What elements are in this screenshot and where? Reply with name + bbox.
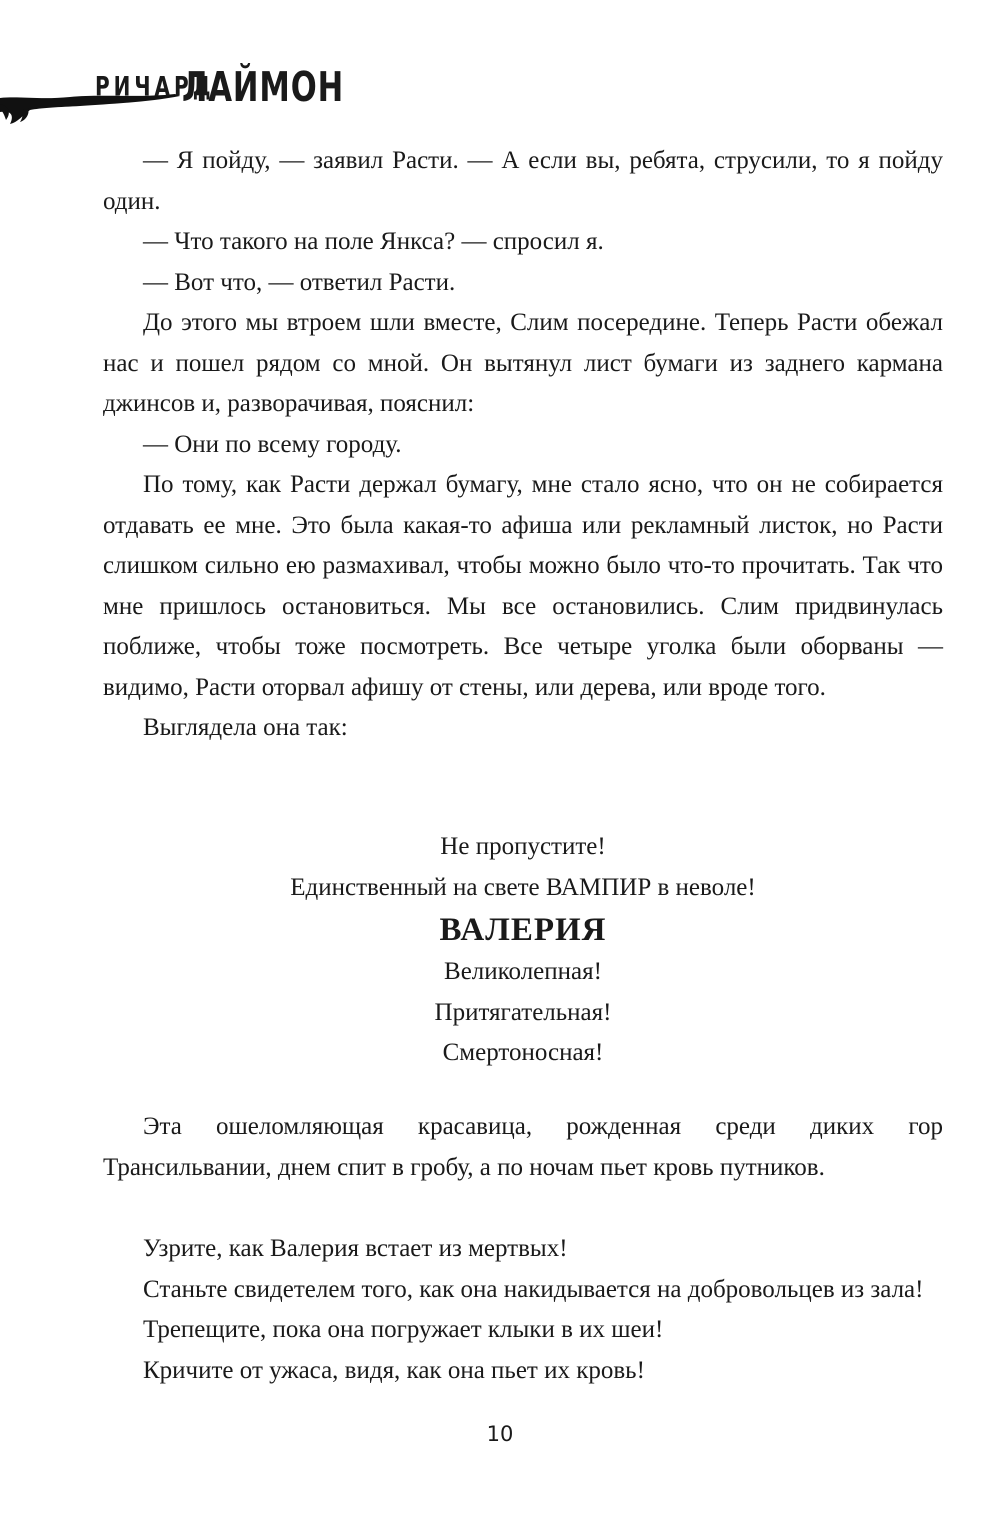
author-last-name: ЛАЙМОН — [182, 64, 345, 112]
poster-title: ВАЛЕРИЯ — [439, 912, 607, 948]
paragraph: Эта ошеломляющая красавица, рожденная среди диких гор Трансильвании, днем спит в гробу, а по ночам пьет кровь путников. — [103, 1113, 943, 1181]
running-header — [0, 60, 420, 130]
poster-adjective: Смертоносная! — [442, 1039, 604, 1066]
paragraph: До этого мы втроем шли вместе, Слим посередине. Теперь Расти обежал нас и пошел рядом со мной. Он вытянул лист бумаги из заднего кармана джинсов и, разворачивая, пояснил: — [103, 309, 943, 417]
poster-adjective: Притягательная! — [434, 998, 612, 1026]
paragraph: — Они по всему городу. — [143, 430, 402, 458]
poster-line: Не пропустите! — [440, 833, 606, 860]
poster-adjective: Великолепная! — [444, 958, 602, 985]
paragraph: — Я пойду, — заявил Расти. — А если вы, ребята, струсили, то я пойду один. — [103, 147, 943, 215]
paragraph: Выглядела она так: — [143, 714, 348, 741]
call-line: Трепещите, пока она погружает клыки в их шеи! — [143, 1316, 664, 1343]
call-line: Станьте свидетелем того, как она накидывается на добровольцев из зала! — [143, 1275, 924, 1303]
author-first-name: РИЧАРД — [95, 70, 215, 103]
poster-line: Единственный на свете ВАМПИР в неволе! — [290, 873, 756, 901]
call-line: Кричите от ужаса, видя, как она пьет их кровь! — [143, 1356, 645, 1384]
page-number: 10 — [486, 1422, 514, 1446]
paragraph: По тому, как Расти держал бумагу, мне стало ясно, что он не собирается отдавать ее мне. Это была какая-то афиша или рекламный листок, но Расти слишком сильно ею размахивал, чтобы можно было что-то прочитать. Так что мне пришлось остановиться. Мы все остановились. Слим придвинулась поближе, чтобы тоже посмотреть. Все четыре уголка были оборваны — видимо, Расти оторвал афишу от стены, или дерева, или вроде того. — [103, 471, 943, 701]
poster-description — [103, 1107, 943, 1188]
paragraph: — Что такого на поле Янкса? — спросил я. — [143, 228, 604, 255]
poster-block — [103, 827, 943, 1074]
poster-calls — [103, 1229, 943, 1391]
call-line: Узрите, как Валерия встает из мертвых! — [143, 1235, 568, 1262]
story-text — [103, 141, 943, 749]
paragraph: — Вот что, — ответил Расти. — [143, 268, 456, 296]
